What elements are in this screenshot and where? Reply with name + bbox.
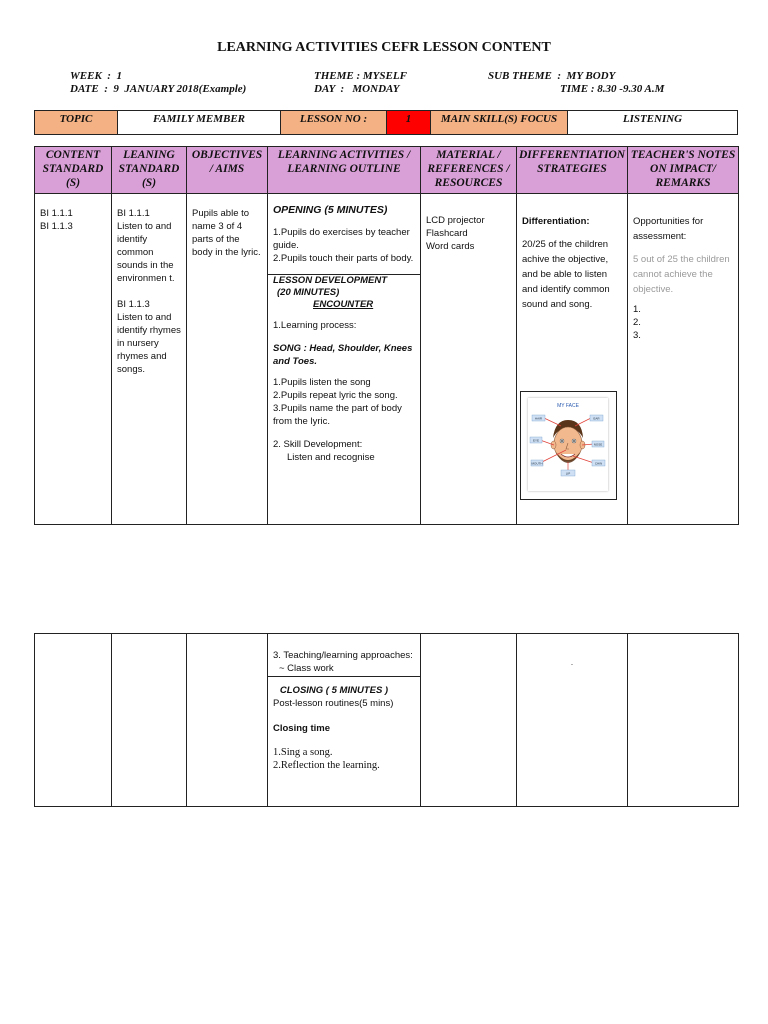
continuation-table: [34, 633, 739, 807]
cont-empty-5: [421, 634, 517, 807]
topic-table: [34, 110, 738, 135]
skill-value: LISTENING: [568, 111, 738, 135]
cont-empty-1: [35, 634, 112, 807]
cont-empty-2: [112, 634, 187, 807]
content-standard-cell: [35, 194, 112, 525]
development-title: LESSON DEVELOPMENT: [273, 275, 388, 286]
time-text: TIME : 8.30 -9.30 A.M: [560, 83, 665, 95]
lesson-label: LESSON NO :: [281, 111, 387, 135]
face-label-ear: EAR: [593, 416, 600, 421]
teacher-notes-cell: [628, 194, 739, 525]
post-lesson: Post-lesson routines(5 mins): [273, 698, 394, 709]
song-step-3: 3.Pupils name the part of body from the lyric.: [273, 403, 402, 427]
assessment-title: Opportunities for assessment:: [633, 216, 704, 242]
face-illustration-icon: [528, 398, 608, 491]
header-teacher-notes: TEACHER'S NOTES ON IMPACT/ REMARKS: [628, 147, 739, 194]
closing-step-2: 2.Reflection the learning.: [273, 760, 380, 771]
face-title: MY FACE: [557, 403, 579, 409]
learning-standard-text-1: Listen to and identify common sounds in the environmen t.: [117, 221, 175, 284]
document-title: LEARNING ACTIVITIES CEFR LESSON CONTENT: [217, 40, 551, 55]
note-item-2: 2.: [633, 317, 641, 328]
learning-standard-text-2: Listen to and identify rhymes in nursery rhymes and songs.: [117, 312, 181, 375]
cont-differentiation-cell: .: [517, 634, 628, 807]
cont-activities-cell: [268, 634, 421, 807]
lesson-table: [34, 146, 739, 525]
lesson-value: 1: [387, 111, 431, 135]
differentiation-title: Differentiation:: [522, 216, 590, 227]
face-label-hair: HAIR: [534, 416, 543, 421]
learning-standard-code-2: BI 1.1.3: [117, 299, 150, 310]
date-text: DATE : 9 JANUARY 2018(Example): [70, 83, 247, 95]
content-standard-2: BI 1.1.3: [40, 221, 73, 232]
topic-label: TOPIC: [35, 111, 118, 135]
objectives-text: Pupils able to name 3 of 4 parts of the body in the lyric.: [192, 208, 261, 258]
content-standard-1: BI 1.1.1: [40, 208, 73, 219]
materials-cell: [421, 194, 517, 525]
face-label-chin: CHIN: [594, 461, 603, 466]
assessment-note: 5 out of 25 the children cannot achieve the objective.: [633, 254, 730, 295]
material-3: Word cards: [426, 241, 475, 252]
development-minutes: (20 MINUTES): [277, 287, 340, 298]
header-differentiation: DIFFERENTIATION STRATEGIES: [517, 147, 628, 194]
header-objectives: OBJECTIVES / AIMS: [187, 147, 268, 194]
opening-step-1: 1.Pupils do exercises by teacher guide.: [273, 227, 410, 251]
opening-step-2: 2.Pupils touch their parts of body.: [273, 253, 414, 264]
listen-recognise: Listen and recognise: [287, 452, 375, 463]
skill-development: 2. Skill Development:: [273, 439, 363, 450]
activities-cell: [268, 194, 421, 525]
header-materials: MATERIAL / REFERENCES / RESOURCES: [421, 147, 517, 194]
sub-theme-text: SUB THEME : MY BODY: [488, 70, 616, 82]
note-item-3: 3.: [633, 330, 641, 341]
header-content-standard: CONTENT STANDARD (S): [35, 147, 112, 194]
face-label-mouth: MOUTH: [531, 461, 543, 466]
closing-time: Closing time: [273, 723, 331, 734]
learning-standard-code-1: BI 1.1.1: [117, 208, 150, 219]
learning-process: 1.Learning process:: [273, 320, 357, 331]
my-face-image: [520, 391, 617, 500]
topic-value: FAMILY MEMBER: [118, 111, 281, 135]
learning-standard-cell: [112, 194, 187, 525]
header-activities: LEARNING ACTIVITIES / LEARNING OUTLINE: [268, 147, 421, 194]
theme-text: THEME : MYSELF: [314, 70, 407, 82]
song-title: SONG : Head, Shoulder, Knees and Toes.: [273, 343, 413, 367]
material-1: LCD projector: [426, 215, 485, 226]
day-text: DAY : MONDAY: [314, 83, 400, 95]
objectives-cell: [187, 194, 268, 525]
cont-empty-7: [628, 634, 739, 807]
encounter-title: ENCOUNTER: [313, 299, 374, 310]
opening-title: OPENING (5 MINUTES): [273, 204, 388, 216]
song-step-2: 2.Pupils repeat lyric the song.: [273, 390, 398, 401]
header-learning-standard: LEANING STANDARD (S): [112, 147, 187, 194]
face-label-lip: LIP: [565, 471, 571, 476]
cont-empty-3: [187, 634, 268, 807]
face-label-eye: EYE: [532, 438, 540, 443]
song-step-1: 1.Pupils listen the song: [273, 377, 371, 388]
week-text: WEEK : 1: [70, 70, 122, 82]
teaching-approaches: 3. Teaching/learning approaches:: [273, 650, 413, 661]
face-label-nose: NOSE: [593, 442, 603, 447]
closing-step-1: 1.Sing a song.: [273, 747, 333, 758]
note-item-1: 1.: [633, 304, 641, 315]
closing-title: CLOSING ( 5 MINUTES ): [279, 685, 389, 696]
class-work: ~ Class work: [279, 663, 334, 674]
material-2: Flashcard: [426, 228, 468, 239]
differentiation-text: 20/25 of the children achive the objective, and be able to listen and identify common sound and song.: [522, 239, 610, 310]
skill-label: MAIN SKILL(S) FOCUS: [431, 111, 568, 135]
